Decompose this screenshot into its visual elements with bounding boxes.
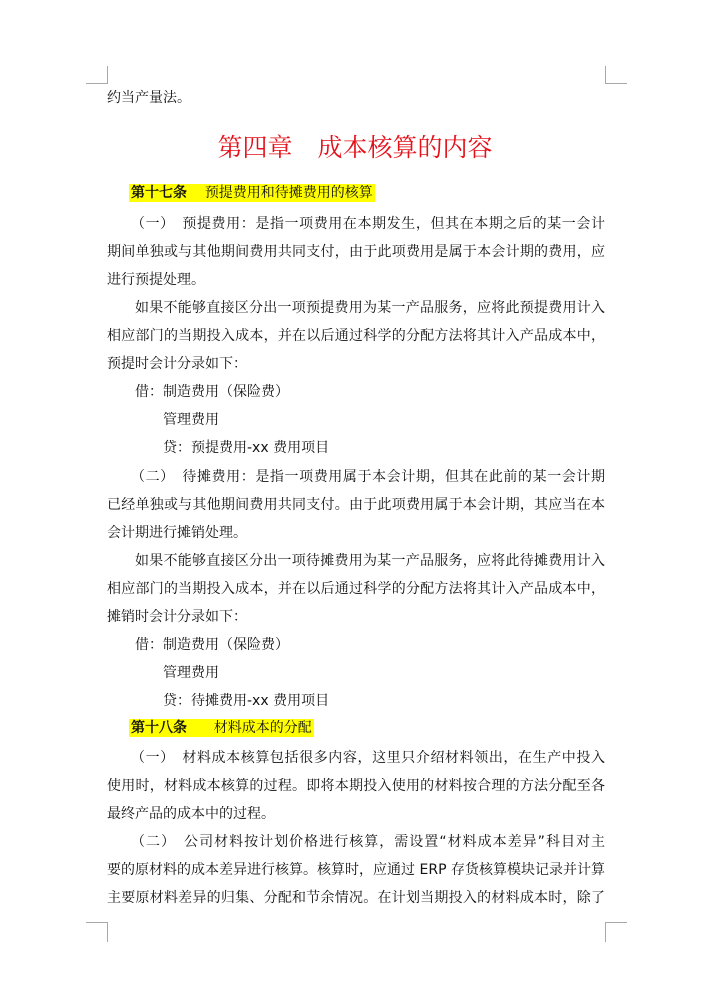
- paragraph-line: 进行预提处理。: [107, 272, 205, 288]
- crop-mark-top-left: [86, 66, 108, 84]
- crop-mark-bottom-left: [86, 922, 108, 942]
- paragraph-line: （二） 待摊费用：是指一项费用属于本会计期，但其在此前的某一会计期: [131, 469, 605, 485]
- article-18-number: 第十八条: [131, 720, 187, 736]
- article-18-title: 材料成本的分配: [213, 720, 312, 736]
- article-17-heading: [129, 183, 375, 203]
- article-17-number: 第十七条: [131, 185, 187, 201]
- paragraph-line: 已经单独或与其他期间费用共同支付。由于此项费用属于本会计期，其应当在本: [107, 497, 605, 513]
- paragraph-line: 摊销时会计分录如下：: [107, 609, 247, 625]
- paragraph-line: 会计期进行摊销处理。: [107, 525, 247, 541]
- paragraph-line: 如果不能够直接区分出一项待摊费用为某一产品服务，应将此待摊费用计入: [135, 553, 605, 569]
- chapter-title: 第四章 成本核算的内容: [217, 133, 493, 162]
- paragraph-line: 期间单独或与其他期间费用共同支付，由于此项费用是属于本会计期的费用，应: [107, 244, 605, 260]
- paragraph-line: 最终产品的成本中的过程。: [107, 806, 275, 822]
- journal-entry-credit: 贷：待摊费用-xx 费用项目: [163, 693, 330, 709]
- journal-entry-debit-2: 管理费用: [163, 665, 219, 681]
- journal-entry-debit: 借：制造费用（保险费）: [135, 637, 289, 653]
- article-17-title: 预提费用和待摊费用的核算: [204, 185, 373, 201]
- paragraph-line: 要的原材料的成本差异进行核算。核算时，应通过 ERP 存货核算模块记录并计算: [107, 862, 605, 878]
- article-18-heading: [129, 718, 314, 738]
- journal-entry-debit-2: 管理费用: [163, 412, 219, 428]
- intro-line: 约当产量法。: [107, 90, 191, 106]
- paragraph-line: 相应部门的当期投入成本，并在以后通过科学的分配方法将其计入产品成本中，: [107, 328, 605, 344]
- paragraph-line: 如果不能够直接区分出一项预提费用为某一产品服务，应将此预提费用计入: [135, 300, 605, 316]
- paragraph-line: （一） 预提费用：是指一项费用在本期发生，但其在本期之后的某一会计: [131, 216, 605, 232]
- paragraph-line: （二） 公司材料按计划价格进行核算，需设置“材料成本差异”科目对主: [131, 834, 605, 850]
- paragraph-line: 预提时会计分录如下：: [107, 356, 247, 372]
- paragraph-line: 主要原材料差异的归集、分配和节余情况。在计划当期投入的材料成本时，除了: [107, 890, 605, 906]
- paragraph-line: （一） 材料成本核算包括很多内容，这里只介绍材料领出，在生产中投入: [131, 750, 605, 766]
- journal-entry-debit: 借：制造费用（保险费）: [135, 384, 289, 400]
- crop-mark-top-right: [605, 66, 627, 84]
- crop-mark-bottom-right: [605, 922, 627, 942]
- paragraph-line: 使用时，材料成本核算的过程。即将本期投入使用的材料按合理的方法分配至各: [107, 778, 605, 794]
- paragraph-line: 相应部门的当期投入成本，并在以后通过科学的分配方法将其计入产品成本中，: [107, 581, 605, 597]
- journal-entry-credit: 贷：预提费用-xx 费用项目: [163, 440, 330, 456]
